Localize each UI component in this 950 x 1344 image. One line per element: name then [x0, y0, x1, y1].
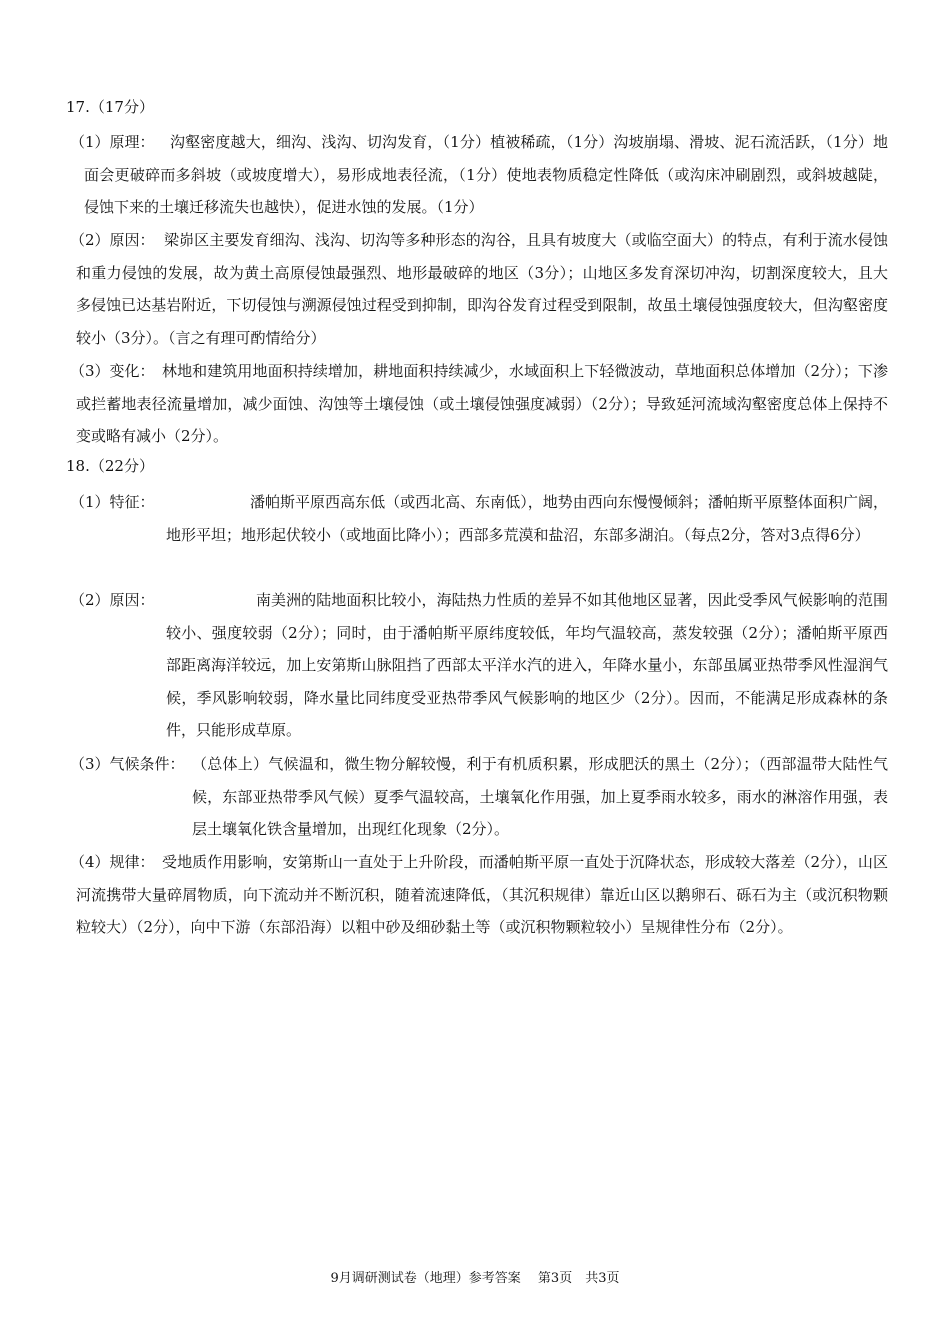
part-label: （2）原因： — [70, 591, 155, 609]
page-footer: 9月调研测试卷（地理）参考答案 第3页 共3页 — [330, 1271, 620, 1286]
question-18-part-1 — [70, 486, 888, 551]
part-label: （2）原因： — [70, 231, 155, 249]
question-17-part-3 — [70, 355, 888, 453]
part-text: 南美洲的陆地面积比较小，海陆热力性质的差异不如其他地区显著，因此受季风气候影响的范围较小、强度较弱（2分）；同时，由于潘帕斯平原纬度较低，年均气温较高，蒸发较强（2分）；潘帕斯平原西部距离海洋较远，加上安第斯山脉阻挡了西部太平洋水汽的进入，年降水量小，东部虽属亚热带季风性湿润气候，季风影响较弱，降水量比同纬度受亚热带季风气候影响的地区少（2分）。因而，不能满足形成森林的条件，只能形成草原。 — [166, 591, 888, 739]
part-label: （1）特征： — [70, 493, 155, 511]
part-text: 潘帕斯平原西高东低（或西北高、东南低），地势由西向东慢慢倾斜；潘帕斯平原整体面积广阔，地形平坦；地形起伏较小（或地面比降小）；西部多荒漠和盐沼，东部多湖泊。（每点2分，答对3点得6分） — [166, 493, 888, 544]
part-text: 梁峁区主要发育细沟、浅沟、切沟等多种形态的沟谷，且具有坡度大（或临空面大）的特点，有利于流水侵蚀和重力侵蚀的发展，故为黄土高原侵蚀最强烈、地形最破碎的地区（3分）；山地区多发育深切冲沟，切割深度较大，且大多侵蚀已达基岩附近，下切侵蚀与溯源侵蚀过程受到抑制，即沟谷发育过程受到限制，故虽土壤侵蚀强度较大，但沟壑密度较小（3分）。（言之有理可酌情给分） — [76, 231, 888, 347]
part-text: 受地质作用影响，安第斯山一直处于上升阶段，而潘帕斯平原一直处于沉降状态，形成较大落差（2分），山区河流携带大量碎屑物质，向下流动并不断沉积，随着流速降低，（其沉积规律）靠近山区以鹅卵石、砾石为主（或沉积物颗粒较大）（2分），向中下游（东部沿海）以粗中砂及细砂黏土等（或沉积物颗粒较小）呈规律性分布（2分）。 — [76, 853, 888, 936]
question-18-part-2 — [70, 584, 888, 747]
question-17-part-2 — [70, 224, 888, 354]
question-18-part-3 — [70, 748, 888, 846]
question-18-heading: 18.（22分） — [66, 457, 154, 475]
question-17-heading: 17.（17分） — [66, 98, 154, 116]
part-label: （4）规律： — [70, 853, 155, 871]
question-18-part-4 — [70, 846, 888, 944]
part-label: （1）原理： — [70, 133, 155, 151]
part-text: （总体上）气候温和，微生物分解较慢，利于有机质积累，形成肥沃的黑土（2分）；（西部温带大陆性气候，东部亚热带季风气候）夏季气温较高，土壤氧化作用强，加上夏季雨水较多，雨水的淋溶作用强，表层土壤氧化铁含量增加，出现红化现象（2分）。 — [192, 755, 888, 838]
part-text: 林地和建筑用地面积持续增加，耕地面积持续减少，水域面积上下轻微波动，草地面积总体增加（2分）；下渗或拦蓄地表径流量增加，减少面蚀、沟蚀等土壤侵蚀（或土壤侵蚀强度减弱）（2分）；导致延河流域沟壑密度总体上保持不变或略有减小（2分）。 — [76, 362, 888, 445]
part-label: （3）变化： — [70, 362, 155, 380]
part-text: 沟壑密度越大，细沟、浅沟、切沟发育，（1分）植被稀疏，（1分）沟坡崩塌、滑坡、泥石流活跃，（1分）地面会更破碎而多斜坡（或坡度增大），易形成地表径流，（1分）使地表物质稳定性降低（或沟床冲刷剧烈，或斜坡越陡，侵蚀下来的土壤迁移流失也越快），促进水蚀的发展。（1分） — [84, 133, 888, 216]
question-17-part-1 — [70, 126, 888, 224]
part-label: （3）气候条件： — [70, 755, 185, 773]
